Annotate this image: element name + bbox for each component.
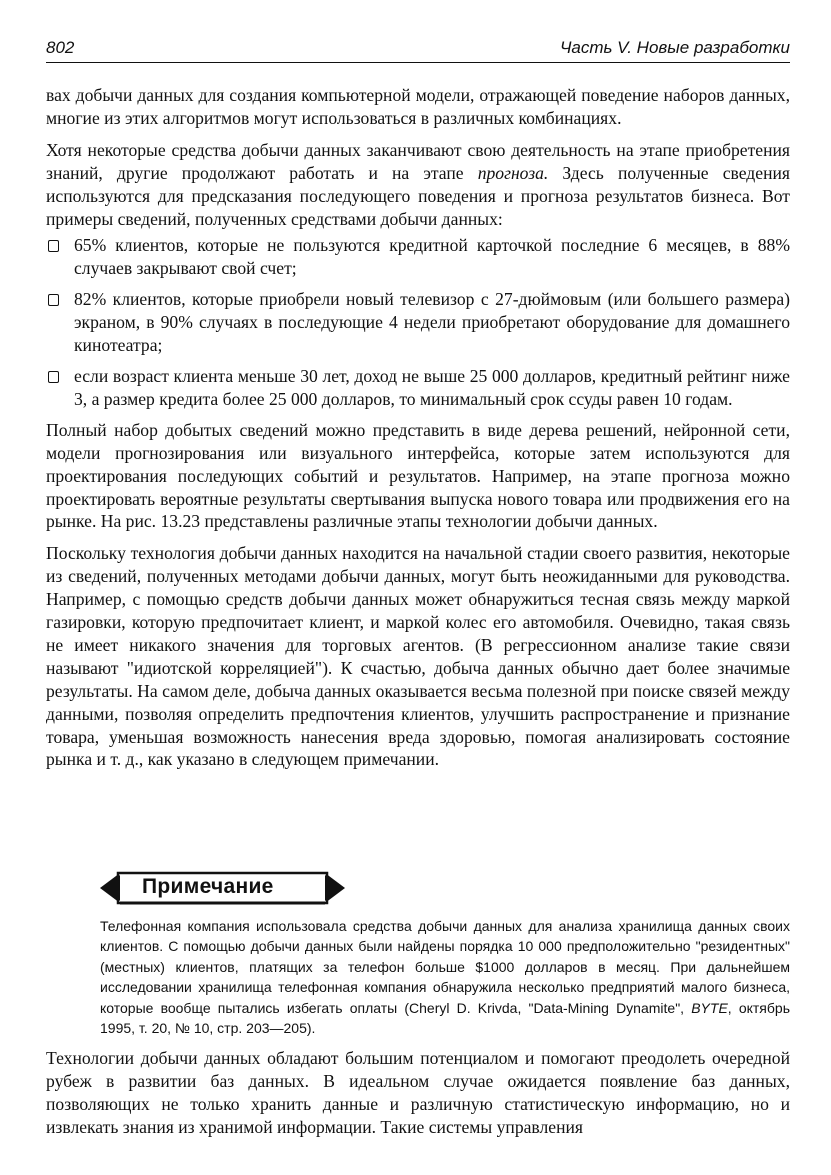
note-banner — [100, 870, 345, 906]
square-bullet-icon — [48, 294, 59, 306]
page-number: 802 — [46, 38, 75, 57]
square-bullet-icon — [48, 371, 59, 383]
list-item-text: если возраст клиента меньше 30 лет, доход не выше 25 000 долларов, кредитный рейтинг ниже 3, а размер кредита более 25 000 долларов, то минимальный срок ссуды равен 10 годам. — [74, 365, 790, 409]
note-title: Примечание — [142, 875, 274, 898]
running-title: Часть V. Новые разработки — [559, 38, 790, 57]
paragraph-text: Здесь полученные сведения используются для предсказания последующего поведения и прогноза результатов бизнеса. Вот примеры сведений, полученных средствами добычи данных: — [46, 162, 790, 229]
emphasis-term: прогноза. — [477, 162, 549, 183]
list-item-text: 82% клиентов, которые приобрели новый телевизор с 27-дюймовым (или большего размера) экраном, в 90% случаях в последующие 4 недели приобретают оборудование для домашнего кинотеатра; — [74, 289, 790, 356]
note-box — [100, 870, 790, 1038]
page-header — [46, 36, 790, 63]
paragraph: вах добычи данных для создания компьютерной модели, отражающей поведение наборов данных, многие из этих алгоритмов могут использоваться в различных комбинациях. — [46, 85, 790, 128]
final-text — [46, 1047, 790, 1139]
paragraph: Технологии добычи данных обладают большим потенциалом и помогают преодолеть очередной рубеж в развитии баз данных. В идеальном случае ожидается появление баз данных, позволяющих не только хранить данные и различную статистическую информацию, но и извлекать знания из хранимой информации. Такие системы управления — [46, 1048, 790, 1137]
note-text-part: Телефонная компания использовала средства добычи данных для анализа хранилища данных своих клиентов. С помощью добычи данных были найдены порядка 10 000 предположительно "резидентных" (местных) клиентов, платящих за телефон больше $1000 долларов в месяц. При дальнейшем исследовании хранилища телефонная компания обнаружила несколько предприятий малого бизнеса, которые вообще пытались избегать оплаты (Cheryl D. Krivda, "Data-Mining Dynamite", — [100, 918, 790, 1016]
square-bullet-icon — [48, 240, 59, 252]
paragraph: Полный набор добытых сведений можно представить в виде дерева решений, нейронной сети, модели прогнозирования или визуального интерфейса, которые затем используются для проектирования последующих событий и результатов. Например, на этапе прогноза можно проектировать вероятные результаты свертывания выпуска нового товара или продвижения его на рынке. На рис. 13.23 представлены различные этапы технологии добычи данных. — [46, 419, 790, 532]
paragraph: Поскольку технология добычи данных находится на начальной стадии своего развития, некоторые из сведений, полученных методами добычи данных, могут быть неожиданными для руководства. Например, с помощью средств добычи данных может обнаружиться тесная связь между маркой газировки, которую предпочитает клиент, и маркой колес его автомобиля. Очевидно, такая связь не имеет никакого значения для торговых агентов. (В регрессионном анализе такие связи называют "идиотской корреляцией"). К счастью, добыча данных обычно дает более значимые результаты. На самом деле, добыча данных оказывается весьма полезной при поиске связей между данными, позволяя определить предпочтения клиентов, улучшить распространение и признание товара, уменьшая возможность нанесения вреда здоровью, помогая анализировать состояние рынка и т. д., как указано в следующем примечании. — [46, 543, 790, 770]
list-item — [46, 365, 790, 411]
list-item-text: 65% клиентов, которые не пользуются кредитной карточкой последние 6 месяцев, в 88% случаев закрывают свой счет; — [74, 235, 790, 279]
note-citation-title: BYTE — [691, 999, 728, 1016]
main-text — [46, 84, 790, 771]
paragraph-text: Хотя некоторые средства добычи данных заканчивают свою деятельность на этапе приобретения знаний, другие продолжают работать и на этапе — [46, 139, 790, 183]
note-text-part: , октябрь 1995, т. 20, № 10, стр. 203—205). — [100, 999, 790, 1037]
list-item — [46, 234, 790, 280]
paragraph — [46, 139, 790, 231]
bullet-list — [46, 234, 790, 410]
note-text — [100, 916, 790, 1038]
list-item — [46, 288, 790, 357]
